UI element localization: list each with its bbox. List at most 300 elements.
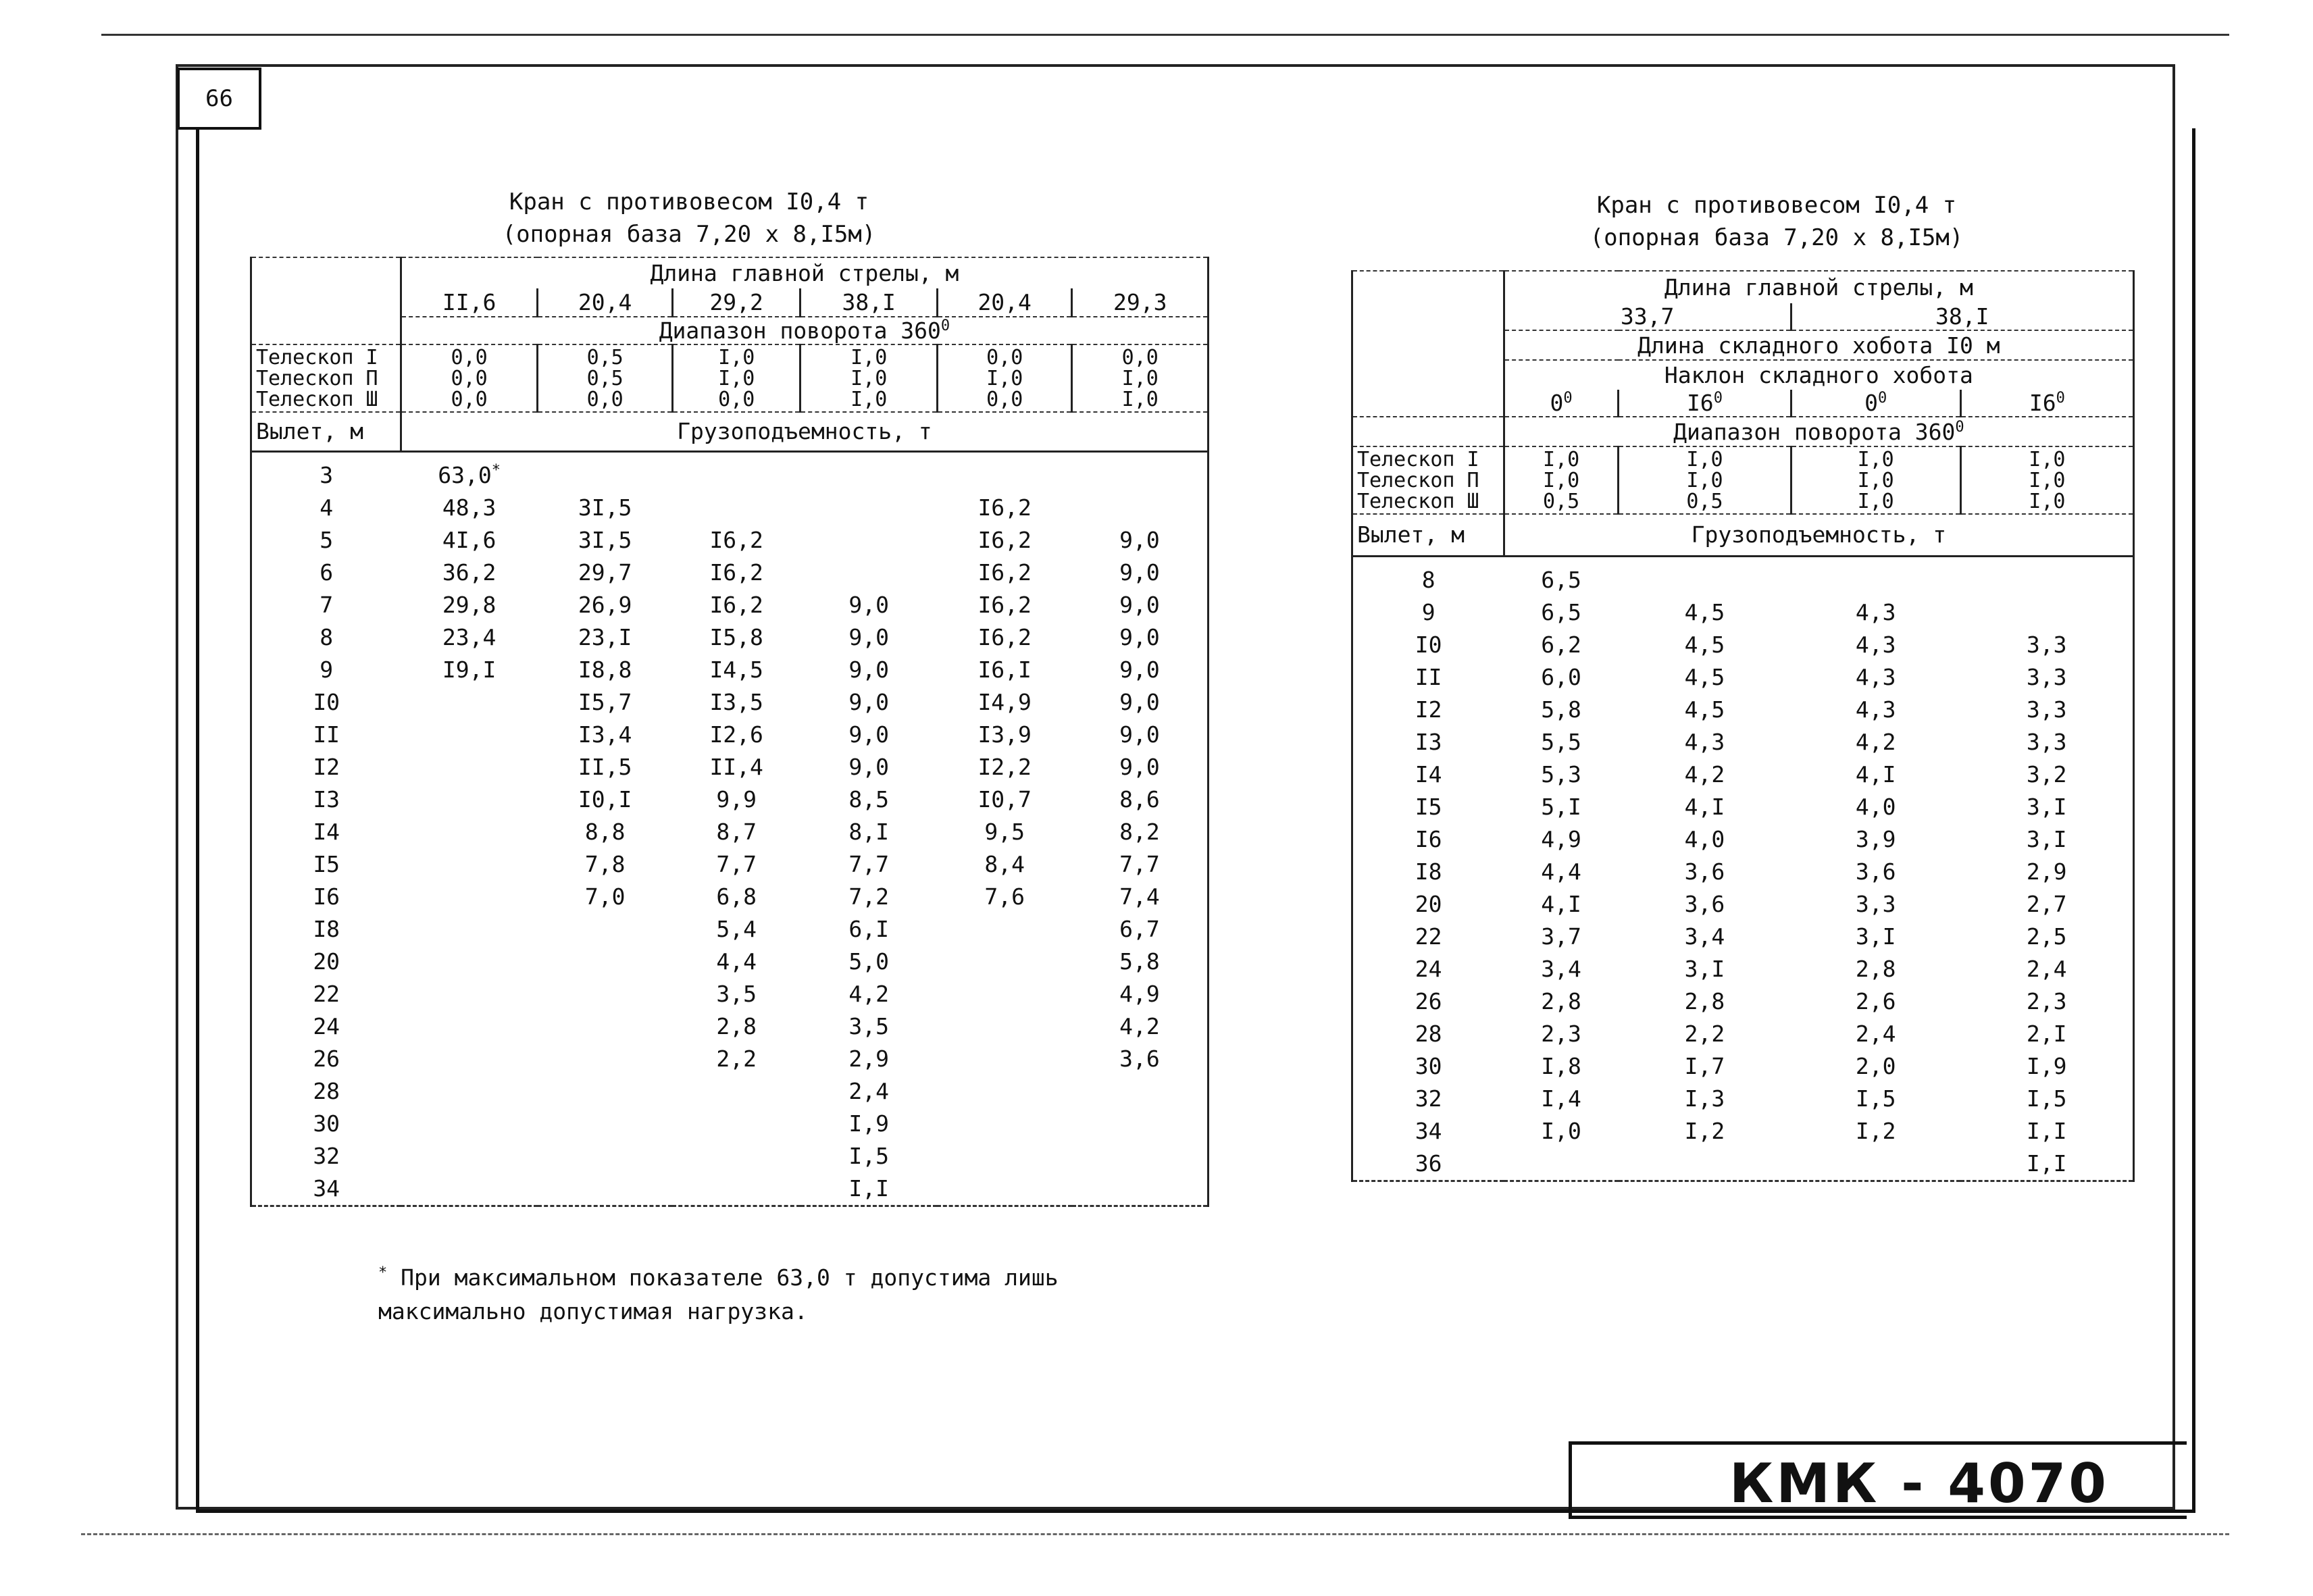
capacity-value: 3I,5 [578,494,632,521]
capacity-value: 2,8 [1684,988,1725,1014]
right-corner-cell [1352,271,1504,417]
telescope-value: 0,0 [986,387,1023,411]
capacity-value: 2,I [2026,1021,2067,1047]
document-code: КМК - 4070 [1729,1452,2109,1515]
capacity-value: 4,3 [1855,664,1896,690]
capacity-value: 3,4 [1684,923,1725,950]
capacity-value: 2,8 [1855,956,1896,982]
table-row [251,1108,1209,1140]
capacity-value: I,8 [1541,1053,1581,1079]
capacity-value: 4,2 [1855,729,1896,755]
capacity-value: 9,0 [848,754,889,780]
capacity-value [538,978,673,1010]
left-boom-length: 29,2 [672,288,800,317]
left-rotation-degree: 0 [940,317,950,334]
table-row [251,913,1209,946]
reach-value: 3 [320,462,334,488]
capacity-value: 3,7 [1541,923,1581,950]
reach-value: 24 [1415,956,1442,982]
capacity-value: 5,8 [1119,948,1160,975]
capacity-value: 7,4 [1119,883,1160,910]
telescope-label: Телескоп I [1357,447,1479,471]
capacity-value [401,1108,538,1140]
capacity-value: I3,5 [709,689,763,715]
capacity-value [1072,1108,1209,1140]
table-row [1352,921,2134,953]
capacity-value [672,1140,800,1173]
right-caption [1574,189,1979,254]
telescope-value: I,0 [1121,387,1159,411]
telescope-value: I,0 [1542,447,1580,471]
table-row [1352,985,2134,1018]
top-rule [101,34,2229,36]
reach-value: 22 [1415,923,1442,950]
table-row [251,1140,1209,1173]
footnote-line1 [378,1256,1059,1295]
capacity-value: 3,6 [1855,858,1896,885]
capacity-value [937,1140,1072,1173]
tilt-value: I6 [1686,390,1714,416]
table-row [251,686,1209,719]
capacity-value: 4,9 [1119,981,1160,1007]
capacity-value [1619,1148,1791,1181]
reach-value: 34 [313,1175,340,1202]
capacity-value [937,913,1072,946]
table-row [251,621,1209,654]
capacity-value [672,1173,800,1206]
capacity-value: 2,3 [2026,988,2067,1014]
capacity-value: 8,6 [1119,786,1160,813]
capacity-value: I,0 [1541,1118,1581,1144]
capacity-value [1960,556,2133,596]
capacity-value: 9,0 [1119,754,1160,780]
capacity-value: 3,3 [1855,891,1896,917]
capacity-value: 4,4 [1541,858,1581,885]
tilt-value: 0 [1550,390,1564,416]
capacity-value: 2,8 [1541,988,1581,1014]
reach-value: 8 [1421,567,1435,593]
reach-value: I5 [313,851,340,877]
capacity-value: 8,5 [848,786,889,813]
left-boom-header: Длина главной стрелы, м [401,257,1208,288]
telescope-label: Телескоп П [1357,468,1479,492]
capacity-value: 5,0 [848,948,889,975]
right-capacity-label: Грузоподъемность, т [1504,514,2133,556]
table-row [1352,556,2134,596]
capacity-value [937,451,1072,492]
capacity-value [1072,1075,1209,1108]
left-load-table [250,257,1209,1207]
telescope-value: 0,5 [1542,489,1580,513]
left-telescope-col [937,344,1072,412]
telescope-value: I,0 [718,366,755,390]
capacity-value: I,4 [1541,1085,1581,1112]
left-telescope-col [401,344,538,412]
capacity-value: 3I,5 [578,527,632,553]
capacity-value: 3,3 [2026,664,2067,690]
capacity-value: I6,2 [977,592,1032,618]
right-telescope-col [1504,446,1619,514]
capacity-value: 4,0 [1684,826,1725,852]
capacity-value: 4,3 [1855,599,1896,625]
capacity-value [672,1075,800,1108]
right-telescope-labels [1352,446,1504,514]
capacity-value [1072,1173,1209,1206]
capacity-value [401,978,538,1010]
capacity-value [401,783,538,816]
table-row [251,557,1209,589]
table-row [1352,1148,2134,1181]
capacity-value [937,1075,1072,1108]
table-row [1352,758,2134,791]
telescope-value: I,0 [1857,468,1894,492]
capacity-value: 4,5 [1684,599,1725,625]
capacity-value: 7,2 [848,883,889,910]
table-row [251,1043,1209,1075]
reach-value: I0 [1415,632,1442,658]
capacity-value: 2,0 [1855,1053,1896,1079]
capacity-value: 4,2 [1119,1013,1160,1039]
reach-value: I5 [1415,794,1442,820]
capacity-value: 9,0 [848,657,889,683]
capacity-value: 4,I [1855,761,1896,788]
telescope-value: I,0 [2029,489,2066,513]
left-rotation-range [401,317,1208,344]
table-row [251,654,1209,686]
table-row [251,946,1209,978]
capacity-value: 2,5 [2026,923,2067,950]
reach-value: I8 [313,916,340,942]
reach-value: 20 [1415,891,1442,917]
capacity-value: 6,8 [716,883,757,910]
right-boom-header: Длина главной стрелы, м [1504,271,2133,303]
reach-value: 28 [1415,1021,1442,1047]
capacity-value [401,719,538,751]
capacity-value: 9,0 [848,721,889,748]
capacity-value: 9,0 [1119,657,1160,683]
capacity-value [401,1010,538,1043]
capacity-value [1791,1148,1960,1181]
capacity-value: 3,6 [1119,1046,1160,1072]
capacity-value: I2,6 [709,721,763,748]
reach-value: I8 [1415,858,1442,885]
left-boom-length: 38,I [800,288,937,317]
capacity-value: I2,2 [977,754,1032,780]
capacity-value: I,9 [2026,1053,2067,1079]
capacity-value: 6,7 [1119,916,1160,942]
reach-value: 20 [313,948,340,975]
capacity-value: 4,5 [1684,632,1725,658]
telescope-label: Телескоп Ш [256,387,378,411]
reach-value: 34 [1415,1118,1442,1144]
capacity-value: 4,I [1684,794,1725,820]
telescope-value: 0,0 [718,387,755,411]
right-reach-label: Вылет, м [1352,514,1504,556]
table-row [251,783,1209,816]
right-caption-line1: Кран с противовесом I0,4 т [1596,192,1957,219]
capacity-value: 4I,6 [442,527,497,553]
capacity-value: 2,6 [1855,988,1896,1014]
capacity-value: 8,7 [716,819,757,845]
reach-value: 32 [313,1143,340,1169]
capacity-value [1072,451,1209,492]
capacity-value: II,5 [578,754,632,780]
capacity-value [800,451,937,492]
table-row [1352,1115,2134,1148]
capacity-value: I6,2 [709,592,763,618]
table-row [251,492,1209,524]
capacity-value: 6,2 [1541,632,1581,658]
capacity-value: 5,4 [716,916,757,942]
telescope-value: I,0 [850,387,888,411]
capacity-value: 3,I [2026,826,2067,852]
capacity-value: 8,4 [984,851,1025,877]
capacity-value: 4,3 [1855,632,1896,658]
bottom-rule [81,1533,2229,1535]
table-row [1352,953,2134,985]
reach-value: 9 [320,657,334,683]
telescope-label: Телескоп П [256,366,378,390]
capacity-value: 5,I [1541,794,1581,820]
capacity-value: 5,8 [1541,696,1581,723]
capacity-value: 4,2 [848,981,889,1007]
capacity-value: 2,2 [716,1046,757,1072]
capacity-value: I4,9 [977,689,1032,715]
telescope-value: 0,5 [586,366,624,390]
capacity-value [538,1043,673,1075]
capacity-value: 9,9 [716,786,757,813]
table-row [251,881,1209,913]
left-boom-length: 20,4 [538,288,673,317]
capacity-value: 6,5 [1541,599,1581,625]
capacity-value: 2,8 [716,1013,757,1039]
telescope-value: I,0 [1686,468,1723,492]
capacity-value: I,9 [848,1110,889,1137]
left-reach-label: Вылет, м [251,412,401,451]
capacity-value: 9,0 [848,624,889,650]
capacity-value: 9,0 [1119,689,1160,715]
right-rotation-range [1504,417,2133,446]
capacity-value: 7,0 [584,883,626,910]
footnote-text-1: При максимальном показателе 63,0 т допустима лишь [401,1264,1059,1291]
capacity-value: 2,9 [2026,858,2067,885]
table-row [1352,694,2134,726]
reach-value: I4 [313,819,340,845]
table-row [251,524,1209,557]
degree-mark: 0 [1877,390,1887,407]
capacity-value: 5,5 [1541,729,1581,755]
capacity-value: I6,I [977,657,1032,683]
telescope-value: I,0 [1857,489,1894,513]
capacity-value: 6,I [848,916,889,942]
capacity-value [538,451,673,492]
capacity-value: 23,4 [442,624,497,650]
capacity-value: 4,3 [1684,729,1725,755]
capacity-value: 36,2 [442,559,497,586]
capacity-value: I6,2 [709,559,763,586]
degree-mark: 0 [1713,390,1723,407]
capacity-value [672,492,800,524]
table-row [251,589,1209,621]
reach-value: I6 [313,883,340,910]
capacity-value: 8,I [848,819,889,845]
capacity-value [401,686,538,719]
capacity-value: 4,5 [1684,696,1725,723]
table-row [251,978,1209,1010]
telescope-value: 0,5 [1686,489,1723,513]
capacity-value [538,1173,673,1206]
right-spacer [1352,417,1504,446]
capacity-value: 7,7 [716,851,757,877]
table-row [1352,596,2134,629]
left-rotation-label: Диапазон поворота 360 [659,317,941,344]
capacity-value [800,492,937,524]
capacity-value: 7,6 [984,883,1025,910]
reach-value: 6 [320,559,334,586]
table-row [251,848,1209,881]
capacity-value: I4,5 [709,657,763,683]
left-caption-line1: Кран с противовесом I0,4 т [509,188,869,215]
capacity-value: II,4 [709,754,763,780]
capacity-value: 3,5 [716,981,757,1007]
capacity-value: 9,0 [848,689,889,715]
capacity-value [1619,556,1791,596]
right-tilt-value [1960,390,2133,417]
capacity-value: 5,3 [1541,761,1581,788]
capacity-value: 2,3 [1541,1021,1581,1047]
telescope-value: 0,0 [451,366,488,390]
reach-value: 8 [320,624,334,650]
capacity-value: 9,0 [1119,559,1160,586]
capacity-value [937,1108,1072,1140]
capacity-value: I8,8 [578,657,632,683]
degree-mark: 0 [1563,390,1573,407]
capacity-value [538,1140,673,1173]
capacity-value [401,1140,538,1173]
reach-value: 36 [1415,1150,1442,1177]
reach-value: 22 [313,981,340,1007]
capacity-value: 4,I [1541,891,1581,917]
reach-value: 7 [320,592,334,618]
capacity-value: I6,2 [709,527,763,553]
capacity-value: 6,5 [1541,567,1581,593]
capacity-value [538,946,673,978]
capacity-value: 3,5 [848,1013,889,1039]
capacity-value [538,913,673,946]
table-row [251,719,1209,751]
telescope-value: 0,5 [586,345,624,369]
capacity-value: I,I [848,1175,889,1202]
capacity-value: I,5 [2026,1085,2067,1112]
reach-value: 4 [320,494,334,521]
capacity-value [1072,492,1209,524]
right-jib-header: Длина складного хобота I0 м [1504,330,2133,360]
capacity-value: I5,8 [709,624,763,650]
table-row [1352,823,2134,856]
capacity-value: 8,2 [1119,819,1160,845]
table-row [1352,726,2134,758]
capacity-value [401,451,538,492]
reach-value: 32 [1415,1085,1442,1112]
telescope-value: I,0 [2029,468,2066,492]
capacity-value: 3,6 [1684,858,1725,885]
right-telescope-col [1791,446,1960,514]
reach-value: I0 [313,689,340,715]
capacity-value: 3,3 [2026,632,2067,658]
capacity-value [672,1108,800,1140]
capacity-value [401,1173,538,1206]
right-rotation-degree: 0 [1955,418,1964,436]
table-row [1352,791,2134,823]
left-telescope-col [1072,344,1209,412]
capacity-value [1504,1148,1619,1181]
left-telescope-labels [251,344,401,412]
capacity-value: I,I [2026,1150,2067,1177]
reach-value: 26 [1415,988,1442,1014]
right-tilt-value [1791,390,1960,417]
capacity-value: I6,2 [977,559,1032,586]
reach-value: I2 [1415,696,1442,723]
capacity-value [401,946,538,978]
capacity-value [1791,556,1960,596]
capacity-value: 48,3 [442,494,497,521]
table-row [251,816,1209,848]
capacity-value: 4,5 [1684,664,1725,690]
capacity-value [937,946,1072,978]
capacity-value: 63,0 [438,462,492,488]
capacity-value: I6,2 [977,624,1032,650]
right-telescope-col [1960,446,2133,514]
table-row [1352,629,2134,661]
capacity-value: 2,7 [2026,891,2067,917]
degree-mark: 0 [2056,390,2065,407]
right-caption-line2: (опорная база 7,20 х 8,I5м) [1590,224,1964,251]
capacity-value: I,2 [1684,1118,1725,1144]
right-tilt-header: Наклон складного хобота [1504,360,2133,390]
capacity-value: 3,2 [2026,761,2067,788]
capacity-value: 8,8 [584,819,626,845]
capacity-value: 3,I [1855,923,1896,950]
capacity-value [800,524,937,557]
right-load-table [1351,270,2135,1182]
capacity-value: I0,7 [977,786,1032,813]
capacity-value: 3,I [2026,794,2067,820]
capacity-value: 3,4 [1541,956,1581,982]
table-row [1352,1018,2134,1050]
capacity-value: 2,4 [2026,956,2067,982]
footnote [378,1256,1059,1329]
left-telescope-col [800,344,937,412]
left-caption [500,186,878,251]
telescope-value: I,0 [1857,447,1894,471]
capacity-value [937,1010,1072,1043]
telescope-value: 0,0 [451,387,488,411]
reach-value: II [1415,664,1442,690]
tilt-value: I6 [2029,390,2056,416]
capacity-value: 3,6 [1684,891,1725,917]
reach-value: I6 [1415,826,1442,852]
capacity-value: I6,2 [977,527,1032,553]
reach-value: 24 [313,1013,340,1039]
right-boom-length: 33,7 [1504,303,1791,330]
left-telescope-col [672,344,800,412]
telescope-label: Телескоп Ш [1357,489,1479,513]
telescope-value: 0,0 [451,345,488,369]
capacity-value: 2,4 [848,1078,889,1104]
capacity-value: 2,9 [848,1046,889,1072]
capacity-value [401,816,538,848]
left-corner-cell [251,257,401,344]
